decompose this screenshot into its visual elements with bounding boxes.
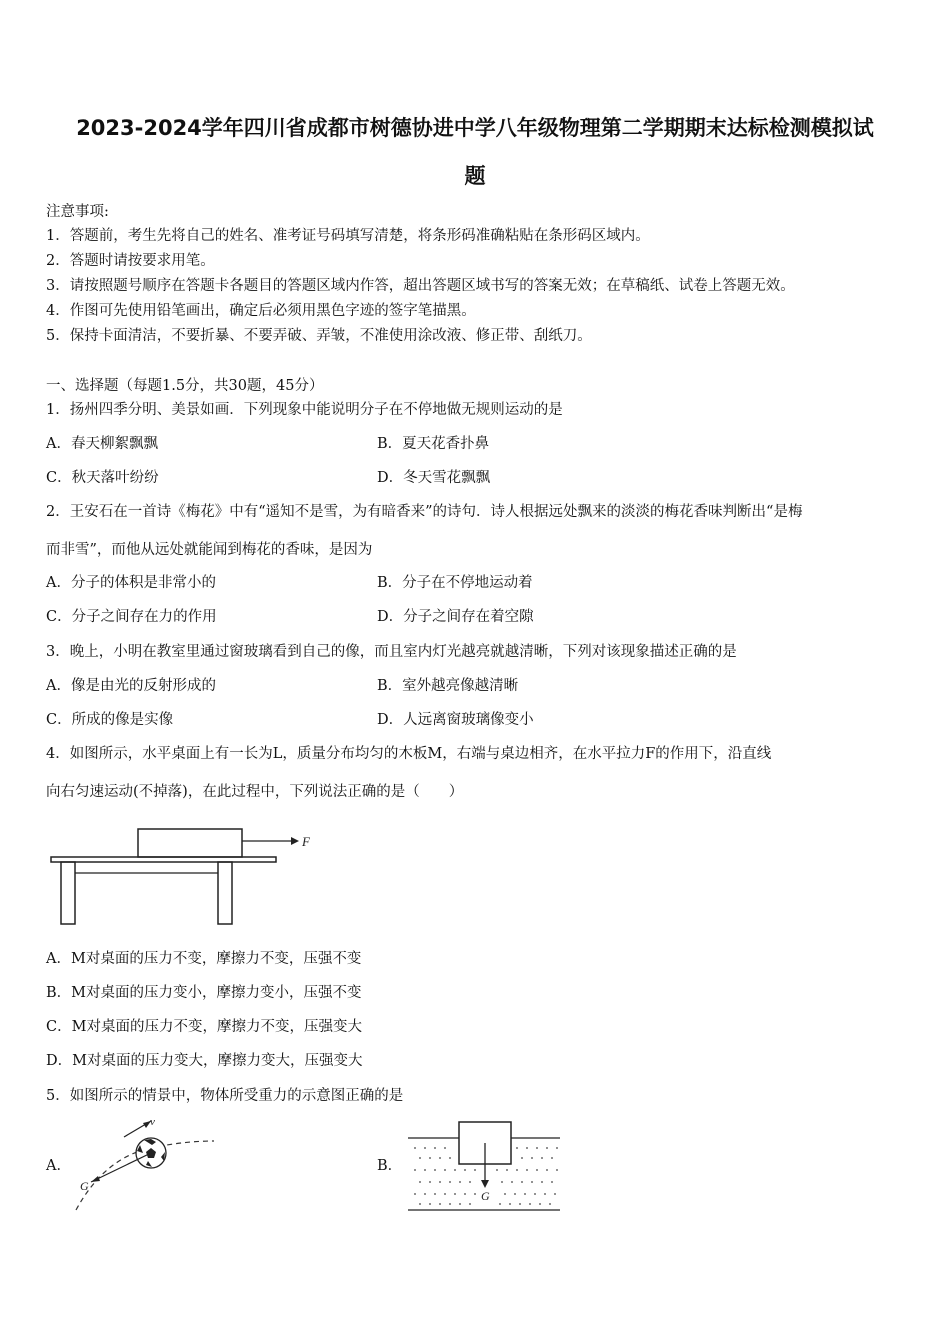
- question-2-stem-line-2: 而非雪”，而他从远处就能闻到梅花的香味，是因为: [46, 542, 373, 558]
- section-heading: 一、选择题（每题1.5分，共30题，45分）: [46, 378, 324, 394]
- notice-item-5: 5．保持卡面清洁，不要折暴、不要弄破、弄皱，不准使用涂改液、修正带、刮纸刀。: [46, 328, 592, 344]
- question-4-option-b: B．M对桌面的压力变小，摩擦力变小，压强不变: [46, 985, 362, 1001]
- question-1-option-b: B．夏天花香扑鼻: [377, 436, 490, 452]
- notice-heading: 注意事项:: [46, 204, 109, 220]
- question-4-stem-line-2: 向右匀速运动(不掉落)，在此过程中，下列说法正确的是（ ）: [46, 784, 464, 800]
- notice-item-4: 4．作图可先使用铅笔画出，确定后必须用黑色字迹的签字笔描黑。: [46, 303, 476, 319]
- table-leg-left: [61, 862, 75, 924]
- question-2-stem-line-1: 2．王安石在一首诗《梅花》中有“遥知不是雪，为有暗香来”的诗句．诗人根据远处飘来的淡淡的梅花香味判断出“是梅: [46, 504, 803, 520]
- question-2-option-d: D．分子之间存在着空隙: [377, 609, 534, 625]
- question-3-option-d: D．人远离窗玻璃像变小: [377, 712, 534, 728]
- notice-item-1: 1．答题前，考生先将自己的姓名、准考证号码填写清楚，将条形码准确粘贴在条形码区域内。: [46, 228, 650, 244]
- question-5-option-a: A．: [46, 1158, 71, 1174]
- force-label: F: [302, 834, 310, 849]
- question-2-option-a: A．分子的体积是非常小的: [46, 575, 216, 591]
- notice-item-2: 2．答题时请按要求用笔。: [46, 253, 215, 269]
- notice-item-3: 3．请按照题号顺序在答题卡各题目的答题区域内作答，超出答题区域书写的答案无效；在草稿纸、试卷上答题无效。: [46, 278, 795, 294]
- question-3-option-c: C．所成的像是实像: [46, 712, 174, 728]
- gravity-arrowhead-a: [91, 1176, 100, 1182]
- table-leg-right: [218, 862, 232, 924]
- question-1-option-a: A．春天柳絮飘飘: [46, 436, 158, 452]
- force-arrowhead: [291, 837, 299, 845]
- gravity-label-a: G: [80, 1179, 89, 1193]
- velocity-label: v: [150, 1116, 155, 1128]
- soccer-ball-figure: [66, 1115, 221, 1215]
- question-4-stem-line-1: 4．如图所示，水平桌面上有一长为L，质量分布均匀的木板M，右端与桌边相齐，在水平拉力F的作用下，沿直线: [46, 746, 772, 762]
- question-5-stem: 5．如图所示的情景中，物体所受重力的示意图正确的是: [46, 1088, 404, 1104]
- question-5-option-b: B．: [377, 1158, 403, 1174]
- question-2-option-b: B．分子在不停地运动着: [377, 575, 533, 591]
- floating-block-figure: [405, 1118, 565, 1213]
- question-4-option-d: D．M对桌面的压力变大，摩擦力变大，压强变大: [46, 1053, 363, 1069]
- gravity-arrow-a: [91, 1153, 151, 1182]
- table-board-figure: [46, 820, 326, 932]
- page-title-line-2: 题: [464, 164, 486, 188]
- question-2-option-c: C．分子之间存在力的作用: [46, 609, 217, 625]
- question-4-option-c: C．M对桌面的压力不变，摩擦力不变，压强变大: [46, 1019, 362, 1035]
- question-3-option-a: A．像是由光的反射形成的: [46, 678, 216, 694]
- question-4-option-a: A．M对桌面的压力不变，摩擦力不变，压强不变: [46, 951, 362, 967]
- question-1-option-c: C．秋天落叶纷纷: [46, 470, 159, 486]
- table-top: [51, 857, 276, 862]
- wood-board: [138, 829, 242, 857]
- question-3-option-b: B．室外越亮像越清晰: [377, 678, 519, 694]
- question-1-option-d: D．冬天雪花飘飘: [377, 470, 491, 486]
- page-title-line-1: 2023-2024学年四川省成都市树德协进中学八年级物理第二学期期末达标检测模拟试: [76, 116, 874, 140]
- question-1-stem: 1．扬州四季分明、美景如画．下列现象中能说明分子在不停地做无规则运动的是: [46, 402, 563, 418]
- question-3-stem: 3．晚上，小明在教室里通过窗玻璃看到自己的像，而且室内灯光越亮就越清晰，下列对该现象描述正确的是: [46, 644, 737, 660]
- gravity-label-b: G: [481, 1189, 490, 1203]
- gravity-arrowhead-b: [481, 1180, 489, 1188]
